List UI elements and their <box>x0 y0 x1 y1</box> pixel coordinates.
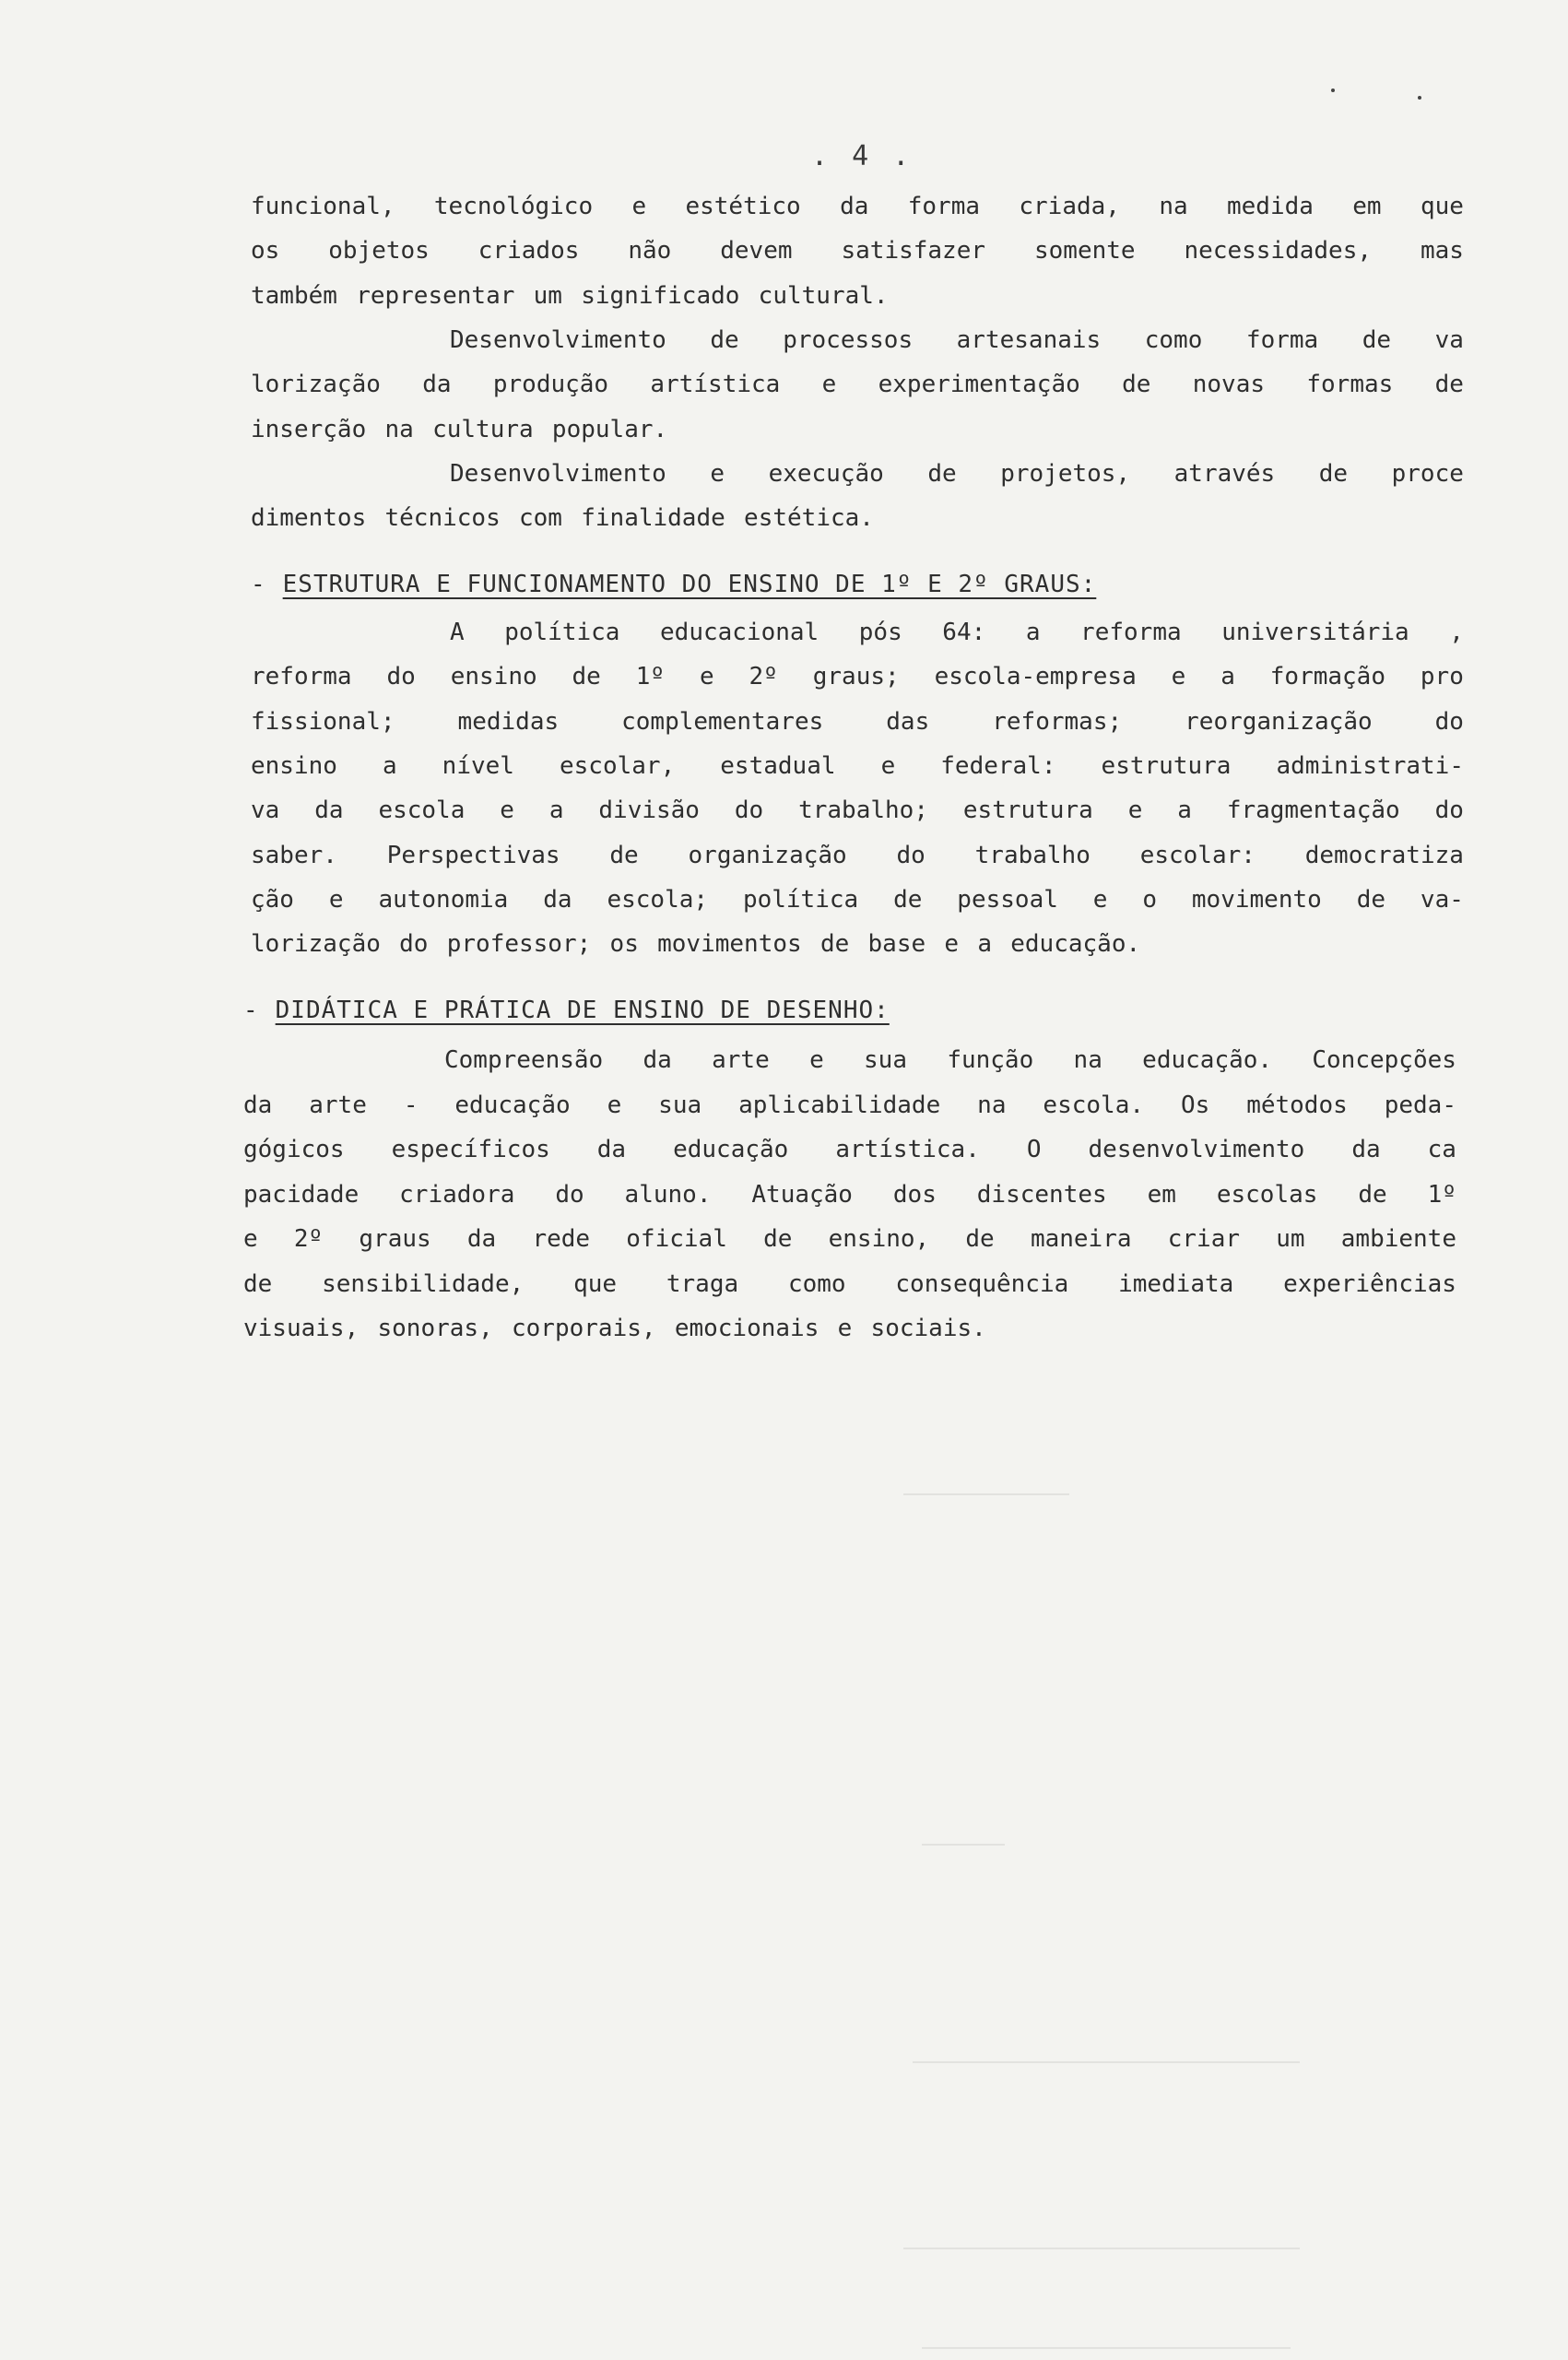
text-line: os objetos criados não devem satisfazer somente necessidades, mas <box>251 237 1464 266</box>
text-line: Desenvolvimento e execução de projetos, através de proce <box>450 459 1464 488</box>
text-line: funcional, tecnológico e estético da forma criada, na medida em que <box>251 193 1464 220</box>
show-through-mark <box>903 1493 1069 1495</box>
show-through-mark <box>922 2347 1291 2349</box>
speck-mark <box>1331 88 1335 92</box>
text-line: Compreensão da arte e sua função na educação. Concepções <box>444 1046 1456 1074</box>
show-through-mark <box>922 1844 1005 1846</box>
text-line: reforma do ensino de 1º e 2º graus; escola-empresa e a formação pro <box>251 663 1464 691</box>
text-line: de sensibilidade, que traga como consequência imediata experiências <box>243 1269 1456 1298</box>
text-line: inserção na cultura popular. <box>251 415 668 443</box>
text-line: pacidade criadora do aluno. Atuação dos discentes em escolas de 1º <box>243 1180 1456 1209</box>
page-number: . 4 . <box>811 140 914 172</box>
text-line: saber. Perspectivas de organização do trabalho escolar: democratiza <box>251 841 1464 869</box>
text-line: ção e autonomia da escola; política de pessoal e o movimento de va- <box>251 885 1464 914</box>
text-line: A política educacional pós 64: a reforma universitária , <box>450 619 1464 646</box>
text-line: lorização do professor; os movimentos de base e a educação. <box>251 930 1141 959</box>
text-line: também representar um significado cultural. <box>251 281 889 310</box>
text-line: visuais, sonoras, corporais, emocionais e sociais. <box>243 1315 986 1342</box>
text-line: fissional; medidas complementares das reformas; reorganização do <box>251 707 1464 736</box>
text-line: lorização da produção artística e experimentação de novas formas de <box>251 371 1464 399</box>
text-line: e 2º graus da rede oficial de ensino, de maneira criar um ambiente <box>243 1225 1456 1253</box>
text-line: dimentos técnicos com finalidade estética. <box>251 504 874 533</box>
text-line: ensino a nível escolar, estadual e federal: estrutura administrati- <box>251 751 1464 780</box>
show-through-mark <box>903 2248 1300 2249</box>
heading-didatica-title: DIDÁTICA E PRÁTICA DE ENSINO DE DESENHO: <box>275 997 890 1024</box>
heading-estrutura-title: ESTRUTURA E FUNCIONAMENTO DO ENSINO DE 1º E 2º GRAUS: <box>282 571 1097 598</box>
text-line: Desenvolvimento de processos artesanais como forma de va <box>450 325 1464 354</box>
heading-estrutura: - ESTRUTURA E FUNCIONAMENTO DO ENSINO DE 1º E 2º GRAUS: <box>251 571 1097 598</box>
text-line: va da escola e a divisão do trabalho; estrutura e a fragmentação do <box>251 796 1464 825</box>
speck-mark <box>1418 96 1421 100</box>
text-line: da arte - educação e sua aplicabilidade na escola. Os métodos peda- <box>243 1091 1456 1119</box>
text-line: gógicos específicos da educação artística. O desenvolvimento da ca <box>243 1136 1456 1163</box>
show-through-mark <box>913 2061 1300 2063</box>
heading-didatica: - DIDÁTICA E PRÁTICA DE ENSINO DE DESENHO: <box>243 997 890 1024</box>
